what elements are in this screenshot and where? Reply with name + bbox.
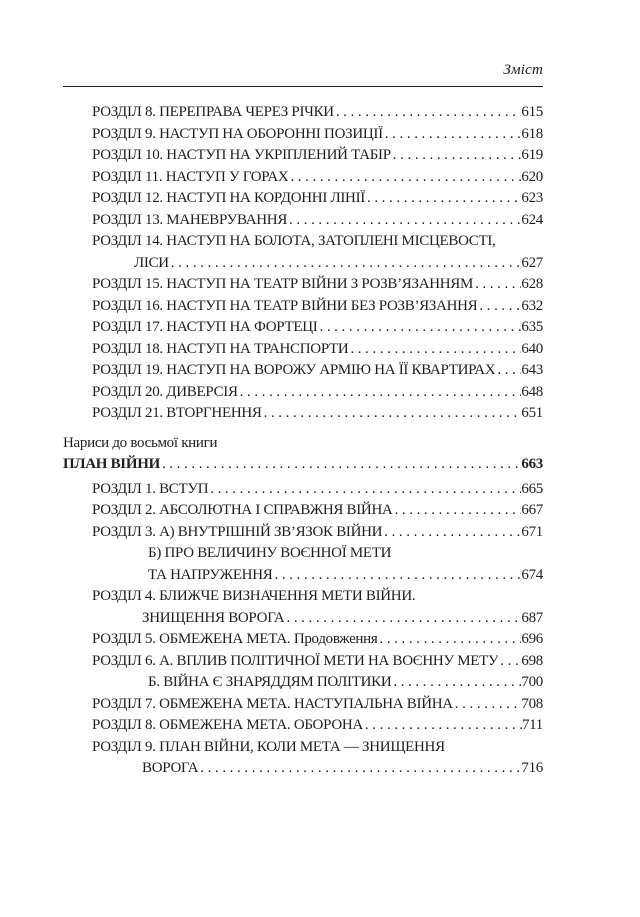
dot-leader	[391, 672, 521, 694]
toc-page-number: 674	[521, 566, 543, 583]
dot-leader	[383, 124, 522, 146]
toc-entry-text: РОЗДІЛ 3. А) ВНУТРІШНІЙ ЗВ’ЯЗОК ВІЙНИ	[92, 523, 383, 540]
toc-row	[63, 651, 543, 673]
toc-entry-text: РОЗДІЛ 17. НАСТУП НА ФОРТЕЦІ	[92, 319, 318, 335]
dot-leader	[288, 167, 521, 189]
toc	[63, 102, 543, 780]
toc-entry-text: РОЗДІЛ 9. ПЛАН ВІЙНИ, КОЛИ МЕТА — ЗНИЩЕННЯ	[92, 738, 445, 755]
header-rule	[63, 86, 543, 87]
toc-entry-text: РОЗДІЛ 21. ВТОРГНЕННЯ	[92, 405, 262, 421]
toc-page-number: 623	[521, 190, 543, 206]
toc-page-number: 698	[521, 652, 543, 669]
toc-entry-text: ЗНИЩЕННЯ ВОРОГА	[142, 609, 285, 626]
toc-entry-text: РОЗДІЛ 6. А. ВПЛИВ ПОЛІТИЧНОЇ МЕТИ НА ВОЄННУ МЕТУ	[92, 652, 499, 669]
toc-entry-text: РОЗДІЛ 9. НАСТУП НА ОБОРОННІ ПОЗИЦІЇ	[92, 125, 383, 142]
toc-entry-text: РОЗДІЛ 18. НАСТУП НА ТРАНСПОРТИ	[92, 340, 349, 357]
toc-entry-text: ЛІСИ	[134, 254, 169, 271]
toc-row	[63, 543, 543, 565]
toc-page-number: 671	[521, 523, 543, 540]
toc-row	[63, 339, 543, 361]
toc-entry-text: РОЗДІЛ 8. ПЕРЕПРАВА ЧЕРЕЗ РІЧКИ	[92, 104, 334, 120]
dot-leader	[477, 296, 521, 318]
dot-leader	[198, 758, 521, 780]
toc-entry-text: Нариси до восьмої книги	[63, 434, 218, 451]
toc-row	[63, 145, 543, 167]
toc-entry-text: РОЗДІЛ 13. МАНЕВРУВАННЯ	[92, 211, 288, 228]
toc-page-number: 665	[521, 480, 543, 497]
toc-page-number: 648	[521, 383, 543, 400]
dot-leader	[363, 715, 522, 737]
dot-leader	[262, 403, 522, 425]
dot-leader	[453, 694, 522, 716]
toc-page-number: 618	[521, 125, 543, 142]
toc-row	[63, 758, 543, 780]
toc-entry-text: РОЗДІЛ 1. ВСТУП	[92, 480, 209, 497]
toc-row	[63, 479, 543, 501]
toc-page-number: 640	[521, 340, 543, 357]
toc-row	[63, 522, 543, 544]
toc-page-number: 708	[521, 695, 543, 712]
dot-leader	[317, 317, 521, 339]
toc-entry-text: ПЛАН ВІЙНИ	[63, 456, 160, 472]
toc-row	[63, 672, 543, 694]
toc-row	[63, 360, 543, 382]
dot-leader	[287, 210, 521, 232]
toc-heading	[63, 454, 543, 476]
toc-page-number: 711	[521, 717, 543, 733]
dot-leader	[393, 500, 522, 522]
toc-entry-text: РОЗДІЛ 15. НАСТУП НА ТЕАТР ВІЙНИ З РОЗВ’ЯЗАННЯМ	[92, 276, 474, 292]
toc-page-number: 716	[521, 760, 543, 776]
dot-leader	[238, 382, 522, 404]
toc-row	[63, 167, 543, 189]
toc-page-number: 687	[521, 609, 543, 626]
toc-entry-text: РОЗДІЛ 12. НАСТУП НА КОРДОННІ ЛІНІЇ	[92, 190, 365, 206]
toc-row	[63, 382, 543, 404]
dot-leader	[473, 274, 521, 296]
toc-row	[63, 586, 543, 608]
toc-entry-text: РОЗДІЛ 14. НАСТУП НА БОЛОТА, ЗАТОПЛЕНІ МІСЦЕВОСТІ,	[92, 233, 496, 249]
dot-leader	[377, 629, 521, 651]
dot-leader	[272, 565, 521, 587]
toc-entry-text: РОЗДІЛ 19. НАСТУП НА ВОРОЖУ АРМІЮ НА ЇЇ КВАРТИРАХ	[92, 362, 496, 378]
page-title: Зміст	[503, 62, 543, 78]
toc-entry-text: РОЗДІЛ 16. НАСТУП НА ТЕАТР ВІЙНИ БЕЗ РОЗВ’ЯЗАННЯ	[92, 297, 478, 314]
toc-preheading	[63, 433, 543, 455]
toc-entry-text: РОЗДІЛ 11. НАСТУП У ГОРАХ	[92, 168, 289, 185]
toc-entry-text: Б. ВІЙНА Є ЗНАРЯДДЯМ ПОЛІТИКИ	[148, 674, 392, 690]
toc-row	[63, 274, 543, 296]
toc-entry-text: РОЗДІЛ 2. АБСОЛЮТНА І СПРАВЖНЯ ВІЙНА	[92, 502, 393, 518]
toc-page-number: 624	[521, 211, 543, 228]
toc-row	[63, 102, 543, 124]
toc-row	[63, 629, 543, 651]
toc-entry-text: РОЗДІЛ 8. ОБМЕЖЕНА МЕТА. ОБОРОНА	[92, 717, 363, 733]
toc-row	[63, 188, 543, 210]
toc-entry-text: ТА НАПРУЖЕННЯ	[148, 566, 273, 583]
toc-page-number: 628	[521, 276, 543, 292]
toc-page-number: 635	[521, 319, 543, 335]
toc-page-number: 651	[521, 405, 543, 421]
toc-page-number: 643	[521, 362, 543, 378]
toc-entry-text: РОЗДІЛ 4. БЛИЖЧЕ ВИЗНАЧЕННЯ МЕТИ ВІЙНИ.	[92, 588, 416, 604]
toc-row	[63, 296, 543, 318]
dot-leader	[348, 339, 521, 361]
toc-page-number: 619	[521, 147, 543, 163]
dot-leader	[382, 522, 521, 544]
dot-leader	[160, 454, 521, 476]
dot-leader	[498, 651, 521, 673]
toc-section-1	[63, 102, 543, 425]
page-content	[63, 0, 543, 780]
toc-row	[63, 231, 543, 253]
toc-page-number: 620	[521, 168, 543, 185]
toc-row	[63, 253, 543, 275]
toc-row	[63, 694, 543, 716]
toc-row	[63, 565, 543, 587]
toc-row	[63, 500, 543, 522]
toc-row	[63, 124, 543, 146]
dot-leader	[208, 479, 521, 501]
toc-section-2	[63, 433, 543, 780]
toc-row	[63, 608, 543, 630]
toc-row	[63, 715, 543, 737]
toc-entry-text: РОЗДІЛ 5. ОБМЕЖЕНА МЕТА. Продовження	[92, 631, 378, 647]
toc-entry-text: РОЗДІЛ 20. ДИВЕРСІЯ	[92, 383, 238, 400]
toc-row	[63, 317, 543, 339]
toc-row	[63, 737, 543, 759]
toc-page-number: 663	[521, 456, 543, 472]
toc-page-number: 627	[521, 254, 543, 271]
dot-leader	[169, 253, 522, 275]
toc-row	[63, 210, 543, 232]
toc-row	[63, 403, 543, 425]
dot-leader	[284, 608, 521, 630]
toc-entry-text: РОЗДІЛ 10. НАСТУП НА УКРІПЛЕНИЙ ТАБІР	[92, 147, 391, 163]
dot-leader	[365, 188, 521, 210]
running-header	[63, 0, 543, 80]
toc-entry-text: РОЗДІЛ 7. ОБМЕЖЕНА МЕТА. НАСТУПАЛЬНА ВІЙНА	[92, 695, 453, 712]
toc-entry-text: ВОРОГА	[142, 760, 199, 776]
dot-leader	[391, 145, 522, 167]
toc-page-number: 615	[521, 104, 543, 120]
toc-page-number: 696	[521, 631, 543, 647]
toc-page-number: 667	[521, 502, 543, 518]
toc-page-number: 632	[521, 297, 543, 314]
toc-entry-text: Б) ПРО ВЕЛИЧИНУ ВОЄННОЇ МЕТИ	[148, 545, 392, 561]
toc-page-number: 700	[521, 674, 543, 690]
dot-leader	[334, 102, 522, 124]
dot-leader	[495, 360, 521, 382]
